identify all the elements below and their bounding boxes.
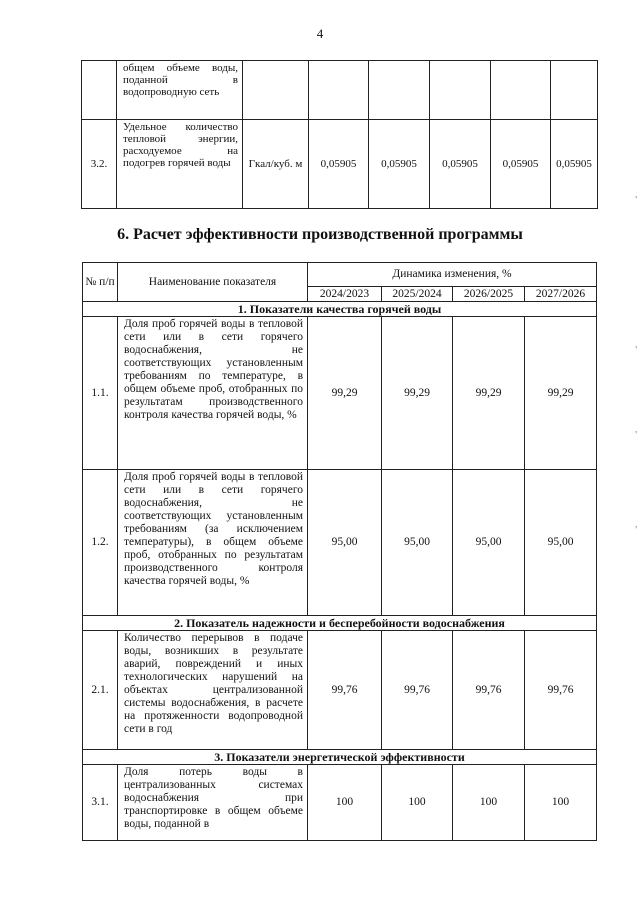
value-cell: 100 (525, 765, 597, 841)
header-year: 2027/2026 (525, 287, 597, 302)
value-cell: 0,05905 (430, 120, 491, 209)
header-dynamics: Динамика изменения, % (308, 263, 597, 287)
table-row (82, 120, 598, 209)
value-cell: 100 (382, 765, 453, 841)
section-row (83, 750, 597, 765)
row-number: 2.1. (83, 631, 118, 750)
section-row (83, 616, 597, 631)
header-year: 2024/2023 (308, 287, 382, 302)
unit-cell (243, 61, 309, 120)
row-number: 1.2. (83, 470, 118, 616)
indicator-name: Количество перерывов в подаче воды, возникших в результате аварий, повреждений и иных технологических нарушений на объектах централизованной системы водоснабжения, в расчете на протяженности водопроводной сети в год (118, 631, 308, 750)
value-cell: 0,05905 (551, 120, 598, 209)
header-year: 2025/2024 (382, 287, 453, 302)
value-cell: 99,76 (525, 631, 597, 750)
header-row (83, 263, 597, 287)
value-cell: 95,00 (308, 470, 382, 616)
efficiency-table (82, 262, 597, 841)
top-table (81, 60, 598, 209)
row-number: 3.2. (82, 120, 117, 209)
table-row (83, 470, 597, 616)
row-number: 3.1. (83, 765, 118, 841)
table-row (83, 765, 597, 841)
value-cell (491, 61, 551, 120)
section-heading: 6. Расчет эффективности производственной программы (117, 226, 523, 243)
value-cell: 99,29 (453, 317, 525, 470)
value-cell (309, 61, 369, 120)
indicator-name: общем объеме воды, поданной в водопроводную сеть (117, 61, 243, 120)
section-title: 1. Показатели качества горячей воды (83, 302, 597, 317)
value-cell: 99,76 (308, 631, 382, 750)
value-cell: 95,00 (453, 470, 525, 616)
section-title: 3. Показатели энергетической эффективности (83, 750, 597, 765)
table-row (83, 317, 597, 470)
row-number (82, 61, 117, 120)
section-title: 2. Показатель надежности и бесперебойности водоснабжения (83, 616, 597, 631)
row-number: 1.1. (83, 317, 118, 470)
indicator-name: Доля проб горячей воды в тепловой сети или в сети горячего водоснабжения, не соответствующих установленным требованиям (за исключением температуры), в общем объеме проб, отобранных по результатам производственного контроля качества горячей воды, % (118, 470, 308, 616)
indicator-name: Удельное количество тепловой энергии, расходуемое на подогрев горячей воды (117, 120, 243, 209)
value-cell (369, 61, 430, 120)
page-number: 4 (316, 26, 324, 41)
value-cell: 0,05905 (491, 120, 551, 209)
scan-mark: ' (635, 430, 637, 441)
value-cell: 100 (453, 765, 525, 841)
header-number: № п/п (83, 263, 118, 302)
value-cell: 0,05905 (369, 120, 430, 209)
unit-cell: Гкал/куб. м (243, 120, 309, 209)
value-cell: 95,00 (382, 470, 453, 616)
scan-mark: ' (635, 195, 637, 206)
value-cell: 0,05905 (309, 120, 369, 209)
value-cell: 99,29 (525, 317, 597, 470)
value-cell: 99,76 (382, 631, 453, 750)
scan-mark: ' (635, 345, 637, 356)
table-row (82, 61, 598, 120)
value-cell: 100 (308, 765, 382, 841)
header-year: 2026/2025 (453, 287, 525, 302)
table-row (83, 631, 597, 750)
value-cell: 95,00 (525, 470, 597, 616)
header-name: Наименование показателя (118, 263, 308, 302)
value-cell (551, 61, 598, 120)
value-cell (430, 61, 491, 120)
scan-mark: ' (635, 525, 637, 536)
indicator-name: Доля проб горячей воды в тепловой сети или в сети горячего водоснабжения, не соответствующих установленным требованиям по температуре, в общем объеме проб, отобранных по результатам производственного контроля качества горячей воды, % (118, 317, 308, 470)
value-cell: 99,29 (382, 317, 453, 470)
section-row (83, 302, 597, 317)
value-cell: 99,76 (453, 631, 525, 750)
value-cell: 99,29 (308, 317, 382, 470)
indicator-name: Доля потерь воды в централизованных системах водоснабжения при транспортировке в общем объеме воды, поданной в (118, 765, 308, 841)
